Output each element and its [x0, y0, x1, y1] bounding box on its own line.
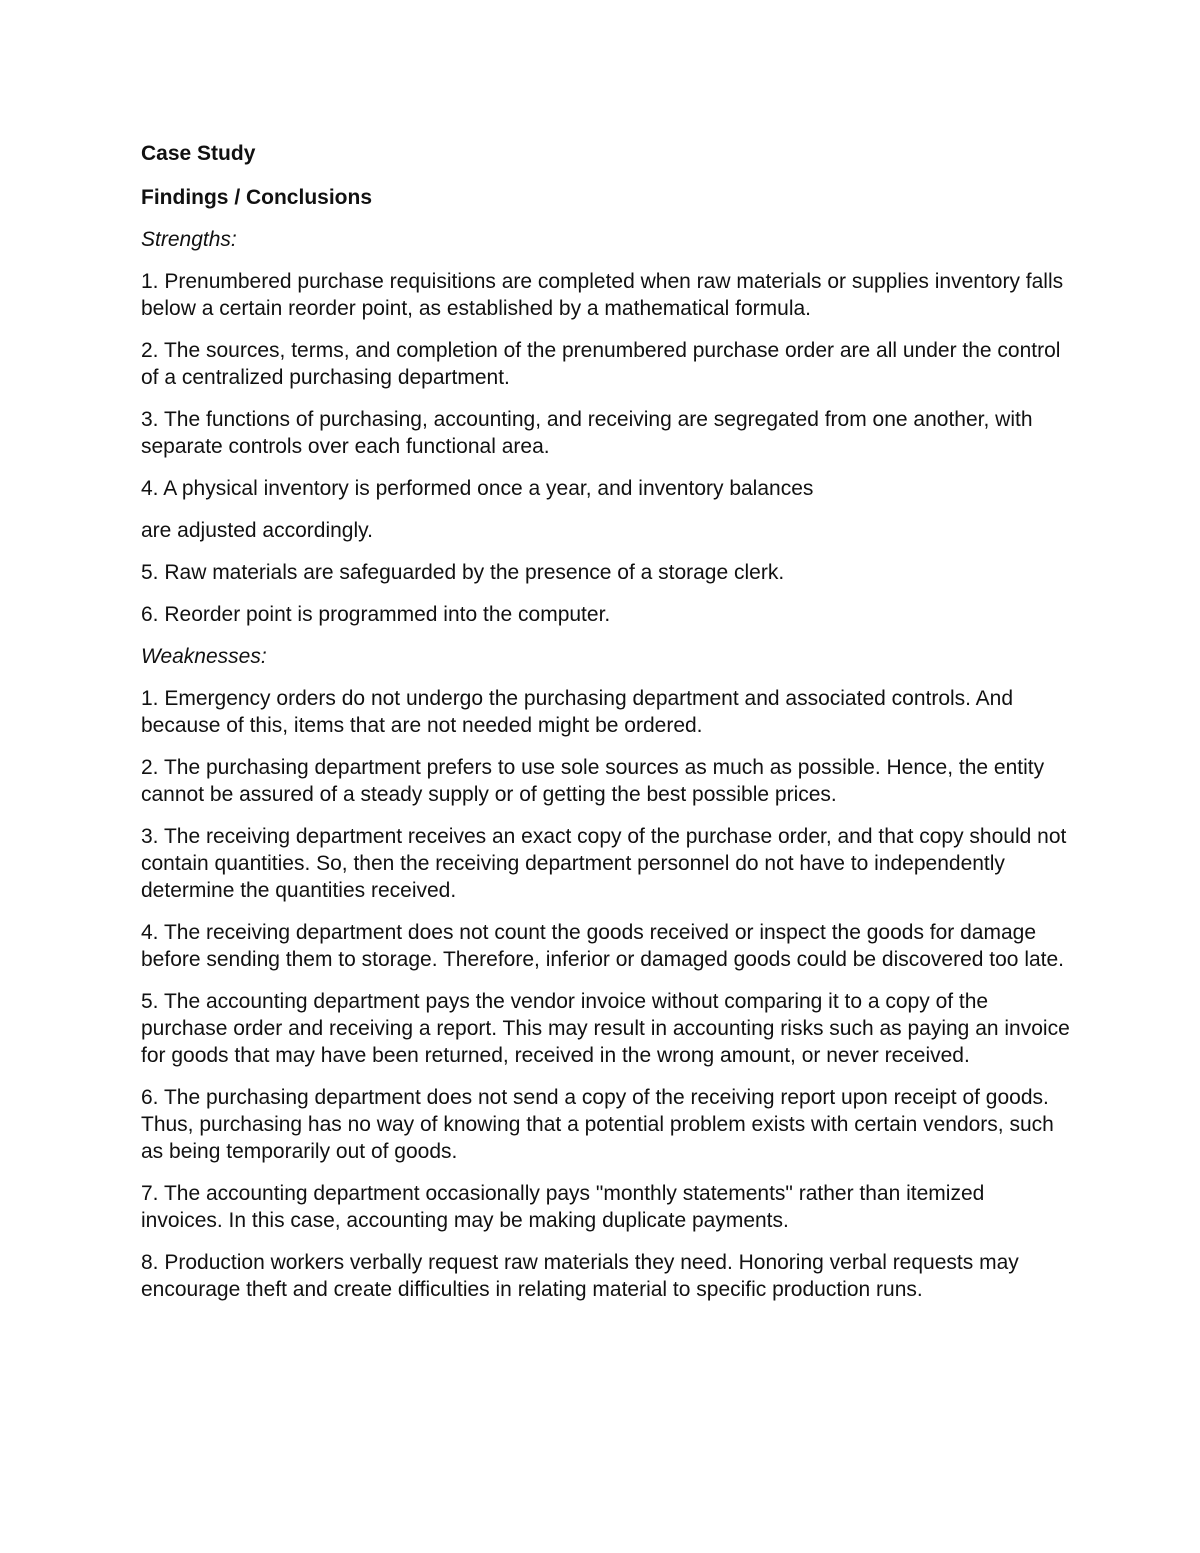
weakness-item: 6. The purchasing department does not send a copy of the receiving report upon receipt of goods. Thus, purchasing has no way of knowing that a potential problem exists with certain vendors, such as being temporarily out of goods.	[141, 1086, 1054, 1163]
strength-item: 1. Prenumbered purchase requisitions are completed when raw materials or supplies inventory falls below a certain reorder point, as established by a mathematical formula.	[141, 270, 1064, 320]
strength-item: 5. Raw materials are safeguarded by the presence of a storage clerk.	[141, 561, 785, 584]
weakness-item: 5. The accounting department pays the vendor invoice without comparing it to a copy of the purchase order and receiving a report. This may result in accounting risks such as paying an invoice for goods that may have been returned, received in the wrong amount, or never received.	[141, 990, 1070, 1067]
strength-item: 4. A physical inventory is performed once a year, and inventory balances	[141, 477, 814, 500]
strengths-list	[141, 268, 1071, 628]
strength-item: 2. The sources, terms, and completion of the prenumbered purchase order are all under the control of a centralized purchasing department.	[141, 339, 1061, 389]
document-title: Case Study	[141, 142, 256, 165]
weakness-item: 2. The purchasing department prefers to use sole sources as much as possible. Hence, the entity cannot be assured of a steady supply or of getting the best possible prices.	[141, 756, 1045, 806]
strength-item-continuation: are adjusted accordingly.	[141, 519, 373, 542]
strength-item: 6. Reorder point is programmed into the computer.	[141, 603, 611, 626]
weaknesses-label: Weaknesses:	[141, 645, 267, 668]
weakness-item: 7. The accounting department occasionally pays "monthly statements" rather than itemized invoices. In this case, accounting may be making duplicate payments.	[141, 1182, 985, 1232]
weakness-item: 3. The receiving department receives an exact copy of the purchase order, and that copy should not contain quantities. So, then the receiving department personnel do not have to independently determine the quantities received.	[141, 825, 1067, 902]
document-page	[141, 140, 1071, 1318]
weakness-item: 8. Production workers verbally request raw materials they need. Honoring verbal requests may encourage theft and create difficulties in relating material to specific production runs.	[141, 1251, 1019, 1301]
section-heading: Findings / Conclusions	[141, 186, 372, 209]
weakness-item: 4. The receiving department does not count the goods received or inspect the goods for damage before sending them to storage. Therefore, inferior or damaged goods could be discovered too late.	[141, 921, 1065, 971]
strength-item: 3. The functions of purchasing, accounting, and receiving are segregated from one another, with separate controls over each functional area.	[141, 408, 1033, 458]
strengths-label: Strengths:	[141, 228, 237, 251]
weaknesses-list	[141, 685, 1071, 1303]
weakness-item: 1. Emergency orders do not undergo the purchasing department and associated controls. And because of this, items that are not needed might be ordered.	[141, 687, 1014, 737]
